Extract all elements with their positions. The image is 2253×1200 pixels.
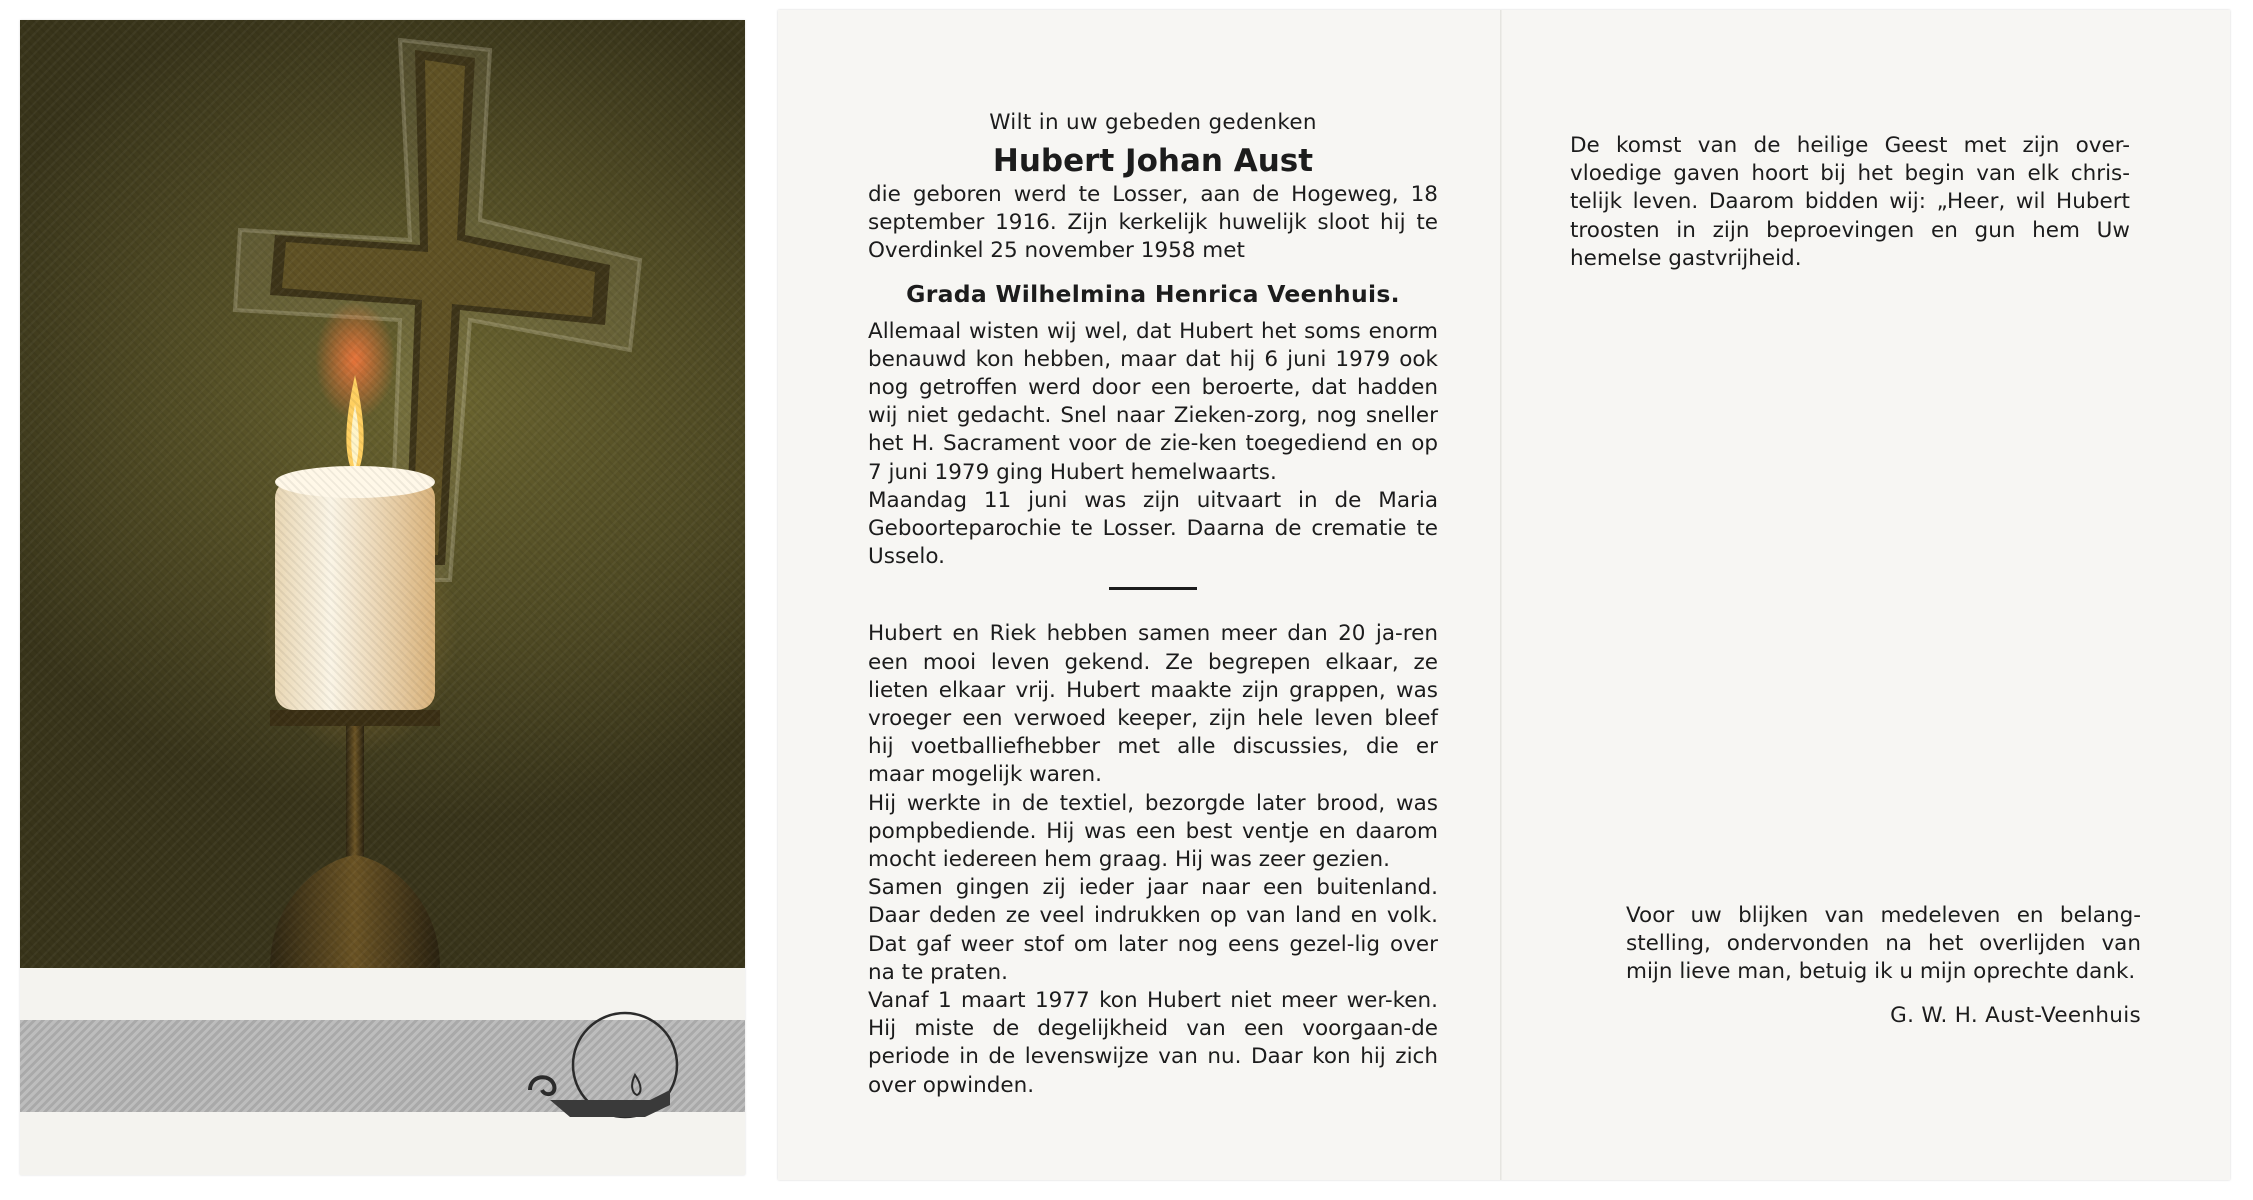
glass-cross (235, 40, 640, 580)
divider (1109, 587, 1197, 590)
bronze-cross (270, 50, 610, 565)
prayer-block (1570, 132, 2130, 273)
spouse-name: Grada Wilhelmina Henrica Veenhuis. (906, 279, 1400, 308)
inner-spread (778, 10, 2230, 1180)
paragraph-life-together: Hubert en Riek hebben samen meer dan 20 ja-ren een mooi leven gekend. Ze begrepen elkaar, ze lieten elkaar vrij. Hubert maakte zijn grappen, was vroeger een verwoed keeper, zijn hele leven bleef hij voetballiefhebber met alle discussies, die er maar mogelijk waren. (868, 621, 1438, 788)
paragraph-travel: Samen gingen zij ieder jaar naar een buitenland. Daar deden ze veel indrukken op van land en volk. Dat gaf weer stof om later nog eens gezel-lig over na te praten. (868, 875, 1438, 985)
oil-lamp-logo (520, 1005, 690, 1135)
thanks-text: Voor uw blijken van medeleven en belang-stelling, ondervonden na het overlijden van mijn lieve man, betuig ik u mijn oprechte dank. (1626, 903, 2141, 985)
cross-and-candle-photo (20, 20, 745, 968)
front-card (20, 20, 745, 1175)
paragraph-work: Hij werkte in de textiel, bezorgde later brood, was pompbediende. Hij was een best ventje en daarom mocht iedereen hem graag. Hij was zeer gezien. (868, 790, 1438, 873)
heading: Wilt in uw gebeden gedenken (989, 110, 1317, 135)
inner-left-page (868, 110, 1438, 1100)
photo-illustration (20, 20, 745, 968)
prayer-text: De komst van de heilige Geest met zijn over-vloedige gaven hoort bij het begin van elk chris-telijk leven. Daarom bidden wij: „Heer, wil Hubert troosten in zijn beproevingen en gun hem Uw hemelse gastvrijheid. (1570, 133, 2130, 271)
paragraph-funeral: Maandag 11 juni was zijn uitvaart in de Maria Geboorteparochie te Losser. Daarna de crematie te Usselo. (868, 487, 1438, 570)
fold-line (1500, 10, 1502, 1180)
signature: G. W. H. Aust-Veenhuis (1890, 1002, 2141, 1028)
paragraph-illness: Allemaal wisten wij wel, dat Hubert het soms enorm benauwd kon hebben, maar dat hij 6 juni 1979 ook nog getroffen werd door een beroerte, dat hadden wij niet gedacht. Snel naar Zieken-zorg, nog sneller het H. Sacrament voor de zie-ken toegediend en op 7 juni 1979 ging Hubert hemelwaarts. (868, 318, 1438, 485)
deceased-name: Hubert Johan Aust (992, 143, 1314, 179)
paragraph-retirement: Vanaf 1 maart 1977 kon Hubert niet meer wer-ken. Hij miste de degelijkheid van een voorgaan-de periode in de levenswijze van nu. Daar kon hij zich over opwinden. (868, 988, 1438, 1098)
thanks-block (1626, 902, 2141, 1028)
intro-paragraph: die geboren werd te Losser, aan de Hogeweg, 18 september 1916. Zijn kerkelijk huwelijk sloot hij te Overdinkel 25 november 1958 met (868, 182, 1438, 264)
